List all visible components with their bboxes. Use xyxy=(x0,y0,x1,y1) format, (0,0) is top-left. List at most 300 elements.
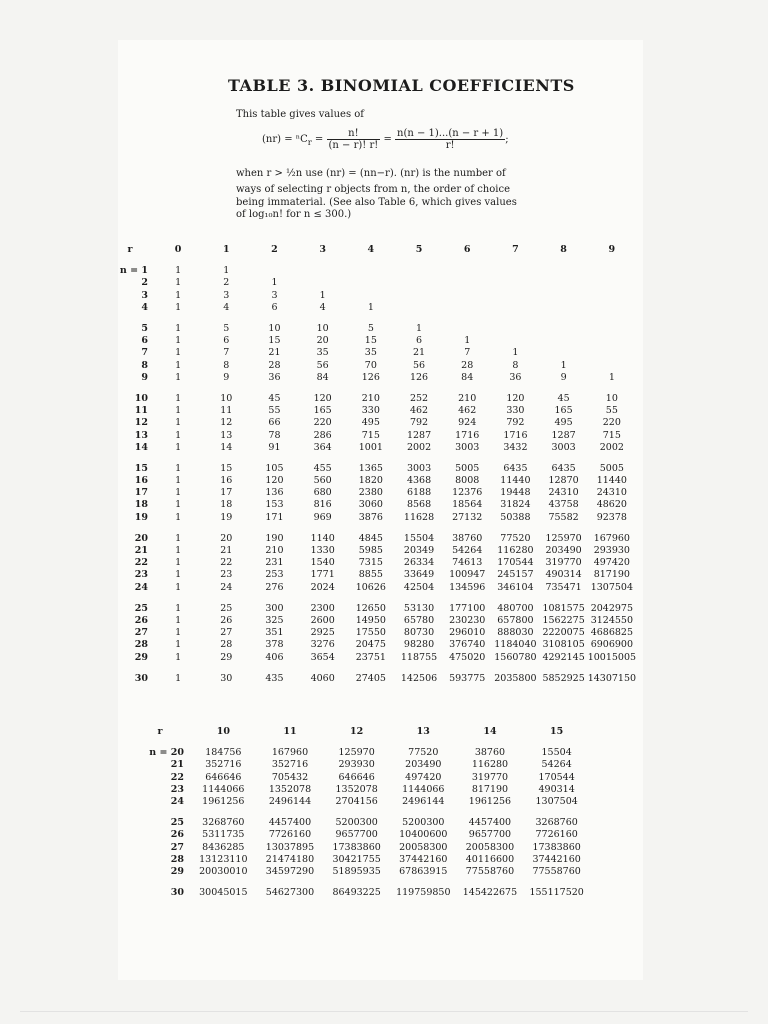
coefficient-cell: 165 xyxy=(313,405,332,417)
coefficient-cell: 17383860 xyxy=(332,841,381,853)
row-label-n: 21 xyxy=(170,759,184,771)
row-label-n: 16 xyxy=(134,475,148,487)
coefficient-cell: 1 xyxy=(560,359,567,371)
coefficient-cell: 3432 xyxy=(503,441,528,453)
coefficient-cell: 54264 xyxy=(452,545,483,557)
coefficient-cell: 10 xyxy=(268,323,281,335)
coefficient-cell: 7315 xyxy=(358,557,383,569)
coefficient-cell: 28 xyxy=(461,359,474,371)
coefficient-cell: 20058300 xyxy=(399,841,448,853)
coefficient-cell: 2220075 xyxy=(542,627,585,639)
coefficient-cell: 5985 xyxy=(358,545,383,557)
coefficient-cell: 1 xyxy=(175,405,182,417)
formula-eq3: = xyxy=(380,134,396,145)
lhs-r: r xyxy=(272,134,278,145)
coefficient-cell: 293930 xyxy=(338,759,375,771)
coefficient-cell: 30045015 xyxy=(199,887,248,899)
binom-a-top: n xyxy=(329,168,337,179)
coefficient-cell: 490314 xyxy=(538,783,575,795)
coefficient-cell: 55 xyxy=(268,405,281,417)
row-label-n: 13 xyxy=(134,429,148,441)
coefficient-cell: 86493225 xyxy=(332,887,381,899)
table-row xyxy=(106,265,636,277)
coefficient-cell: 1 xyxy=(175,487,182,499)
row-gap xyxy=(106,384,636,393)
coefficient-cell: 817190 xyxy=(471,783,509,795)
coefficient-cell: 593775 xyxy=(449,672,486,684)
coefficient-cell: 817190 xyxy=(593,569,630,581)
column-header: 6 xyxy=(463,244,471,256)
coefficient-cell: 1 xyxy=(271,277,278,289)
coefficient-cell: 560 xyxy=(313,475,332,487)
coefficient-cell xyxy=(491,302,539,314)
coefficient-cell: 1 xyxy=(175,627,182,639)
coefficient-cell: 1 xyxy=(175,672,182,684)
coefficient-cell: 1352078 xyxy=(335,783,378,795)
coefficient-cell: 2600 xyxy=(310,614,335,626)
coefficient-cell: 490314 xyxy=(545,569,582,581)
coefficient-cell: 2300 xyxy=(310,602,335,614)
coefficient-cell: 10 xyxy=(220,392,233,404)
coefficient-cell: 4457400 xyxy=(468,817,512,829)
coefficient-cell xyxy=(347,277,395,289)
column-header: 15 xyxy=(550,726,564,738)
coefficient-cell: 816 xyxy=(313,499,332,511)
coefficient-cell: 29 xyxy=(220,651,233,663)
coefficient-cell: 38760 xyxy=(452,532,483,544)
column-header: 13 xyxy=(416,726,430,738)
row-label-n: 7 xyxy=(141,347,148,359)
coefficient-cell: 15 xyxy=(268,335,281,347)
table-row xyxy=(130,887,590,899)
coefficient-cell: 10626 xyxy=(355,581,386,593)
coefficient-cell: 1961256 xyxy=(468,796,512,808)
coefficient-cell: 8008 xyxy=(455,475,480,487)
coefficient-cell: 92378 xyxy=(596,511,627,523)
coefficient-cell xyxy=(443,302,491,314)
coefficient-cell: 210 xyxy=(361,392,380,404)
coefficient-cell: 1287 xyxy=(406,429,432,441)
coefficient-cell: 35 xyxy=(364,347,377,359)
coefficient-cell: 376740 xyxy=(449,639,486,651)
row-label-n: 12 xyxy=(134,417,148,429)
coefficient-cell: 2496144 xyxy=(268,796,312,808)
coefficient-cell: 1 xyxy=(175,569,182,581)
coefficient-cell xyxy=(395,302,443,314)
coefficient-cell: 646646 xyxy=(338,771,375,783)
row-label-n: 19 xyxy=(134,511,148,523)
coefficient-cell: 1 xyxy=(175,392,182,404)
column-header: 8 xyxy=(560,244,567,256)
coefficient-cell: 42504 xyxy=(403,581,435,593)
coefficient-cell: 1 xyxy=(175,511,182,523)
row-label-n: 14 xyxy=(134,441,148,453)
coefficient-cell: 8568 xyxy=(406,499,432,511)
row-label-n: 6 xyxy=(141,335,148,347)
coefficient-cell: 48620 xyxy=(596,499,627,511)
row-label-n: 27 xyxy=(170,841,184,853)
coefficient-cell: 3654 xyxy=(310,651,335,663)
coefficient-cell: 153 xyxy=(265,499,284,511)
coefficient-cell: 296010 xyxy=(449,627,486,639)
table-row xyxy=(106,533,636,545)
table-row xyxy=(106,429,636,441)
explanatory-note: ways of selecting r objects from n, the order of choice being immaterial. (See also Table 6, which gives values of log₁₀n! for n ≤ 300.) xyxy=(236,184,517,220)
binom-c-bottom: r xyxy=(410,168,416,179)
column-header: 14 xyxy=(483,726,497,738)
bottom-rule xyxy=(20,1011,748,1012)
row-label-n: 15 xyxy=(134,462,148,474)
coefficient-cell: 3124550 xyxy=(590,614,633,626)
coefficient-cell: 406 xyxy=(265,651,284,663)
table-row xyxy=(106,673,636,685)
row-label-n: 11 xyxy=(134,405,148,417)
r-label: r xyxy=(157,726,163,738)
row-gap xyxy=(106,454,636,463)
table-row xyxy=(106,360,636,372)
table-row xyxy=(106,499,636,511)
coefficient-cell: 364 xyxy=(313,441,332,453)
table-row xyxy=(106,290,636,302)
coefficient-cell xyxy=(395,265,443,277)
coefficient-cell: 8 xyxy=(223,359,230,371)
coefficient-cell: 1 xyxy=(175,639,182,651)
table-row xyxy=(106,651,636,663)
coefficient-cell: 27405 xyxy=(355,672,386,684)
row-label-n: 29 xyxy=(134,651,148,663)
table-row xyxy=(106,417,636,429)
coefficient-cell: 330 xyxy=(361,405,380,417)
coefficient-cell xyxy=(250,265,298,277)
coefficient-cell: 17 xyxy=(220,487,233,499)
coefficient-cell: 346104 xyxy=(497,581,534,593)
coefficient-cell: 21 xyxy=(268,347,281,359)
coefficient-cell: 34597290 xyxy=(265,865,315,877)
coefficient-cell: 1716 xyxy=(503,429,528,441)
table-row xyxy=(106,487,636,499)
coefficient-cell: 84 xyxy=(316,371,329,383)
coefficient-cell: 203490 xyxy=(405,759,442,771)
coefficient-cell: 1 xyxy=(175,545,182,557)
coefficient-cell: 118755 xyxy=(400,651,438,663)
coefficient-cell: 3268760 xyxy=(535,817,578,829)
coefficient-cell: 70 xyxy=(364,359,377,371)
coefficient-cell: 37442160 xyxy=(532,853,581,865)
table-row xyxy=(106,639,636,651)
coefficient-cell: 134596 xyxy=(449,581,486,593)
coefficient-cell: 55 xyxy=(605,405,618,417)
coefficient-cell: 9 xyxy=(560,371,567,383)
coefficient-cell: 28 xyxy=(268,359,281,371)
product-numerator: n(n − 1)...(n − r + 1) xyxy=(397,128,504,139)
coefficient-cell: 170544 xyxy=(538,771,575,783)
page-title: TABLE 3. BINOMIAL COEFFICIENTS xyxy=(228,76,575,95)
table-row xyxy=(106,393,636,405)
coefficient-cell: 6188 xyxy=(406,487,432,499)
coefficient-cell: 3003 xyxy=(551,441,576,453)
row-label-n: 4 xyxy=(141,301,148,313)
coefficient-cell: 126 xyxy=(361,371,380,383)
coefficient-cell xyxy=(395,290,443,302)
coefficient-cell: 190 xyxy=(265,532,284,544)
coefficient-cell: 1 xyxy=(175,462,182,474)
coefficient-cell: 50388 xyxy=(500,511,531,523)
coefficient-cell: 3268760 xyxy=(202,817,245,829)
coefficient-cell: 319770 xyxy=(545,557,582,569)
coefficient-cell xyxy=(299,277,347,289)
coefficient-cell: 497420 xyxy=(593,557,630,569)
coefficient-cell: 300 xyxy=(265,602,284,614)
coefficient-cell: 2380 xyxy=(358,487,383,499)
coefficient-cell: 495 xyxy=(361,417,380,429)
coefficient-cell: 1144066 xyxy=(202,783,245,795)
coefficient-cell: 378 xyxy=(265,639,284,651)
coefficient-cell: 1 xyxy=(464,335,471,347)
coefficient-cell: 969 xyxy=(313,511,332,523)
coefficient-cell: 4 xyxy=(319,301,326,313)
lhs-n: n xyxy=(265,134,273,145)
coefficient-cell xyxy=(540,265,588,277)
coefficient-cell xyxy=(443,323,491,335)
header-row xyxy=(130,726,590,738)
coefficient-cell: 480700 xyxy=(497,602,534,614)
coefficient-cell: 455 xyxy=(313,462,332,474)
row-label-n: 23 xyxy=(134,569,148,581)
coefficient-cell: 1 xyxy=(175,475,182,487)
coefficient-cell: 245157 xyxy=(497,569,534,581)
coefficient-cell xyxy=(588,302,636,314)
coefficient-cell: 20 xyxy=(220,532,233,544)
coefficient-cell: 14950 xyxy=(355,614,386,626)
row-label-n: 25 xyxy=(170,817,184,829)
coefficient-cell: 705432 xyxy=(271,771,309,783)
table-row xyxy=(130,817,590,829)
row-label-n: 28 xyxy=(170,853,184,865)
row-label-n: 20 xyxy=(134,532,148,544)
coefficient-cell: 17383860 xyxy=(532,841,581,853)
table-row xyxy=(106,615,636,627)
coefficient-cell: 888030 xyxy=(497,627,534,639)
coefficient-cell: 12376 xyxy=(452,487,483,499)
coefficient-cell: 1 xyxy=(175,532,182,544)
coefficient-cell: 1 xyxy=(512,347,519,359)
coefficient-cell xyxy=(588,323,636,335)
coefficient-cell: 33649 xyxy=(403,569,435,581)
coefficient-cell: 98280 xyxy=(403,639,435,651)
coefficient-cell xyxy=(540,323,588,335)
coefficient-cell: 735471 xyxy=(545,581,582,593)
coefficient-cell: 6906900 xyxy=(590,639,633,651)
binom-b-bottom: n−r xyxy=(370,168,390,179)
coefficient-cell: 3003 xyxy=(406,462,432,474)
coefficient-cell xyxy=(491,277,539,289)
coefficient-cell: 1540 xyxy=(310,557,335,569)
coefficient-cell: 15 xyxy=(220,462,233,474)
coefficient-cell xyxy=(540,302,588,314)
column-header: 2 xyxy=(271,244,278,256)
coefficient-cell: 54264 xyxy=(541,759,572,771)
coefficient-cell: 14307150 xyxy=(587,672,637,684)
column-header: 11 xyxy=(283,726,297,738)
coefficient-cell: 1 xyxy=(608,371,615,383)
coefficient-cell: 1 xyxy=(175,265,182,277)
coefficient-cell: 37442160 xyxy=(399,853,448,865)
coefficient-cell: 231 xyxy=(265,557,284,569)
coefficient-cell: 105 xyxy=(265,462,284,474)
column-header: 9 xyxy=(608,244,616,256)
table-row xyxy=(106,627,636,639)
coefficient-cell: 6435 xyxy=(551,462,576,474)
coefficient-cell: 120 xyxy=(506,392,525,404)
coefficient-cell: 12 xyxy=(220,417,233,429)
coefficient-cell: 3108105 xyxy=(542,639,585,651)
row-label-n: 27 xyxy=(134,627,148,639)
coefficient-cell: 1 xyxy=(175,371,182,383)
table-row xyxy=(106,442,636,454)
formula-eq1: = ⁿC xyxy=(281,134,308,145)
coefficient-cell: 252 xyxy=(409,392,429,404)
coefficient-cell: 11 xyxy=(220,405,233,417)
coefficient-cell: 77558760 xyxy=(465,865,515,877)
coefficient-cell: 924 xyxy=(458,417,477,429)
coefficient-cell: 1562275 xyxy=(542,614,585,626)
coefficient-cell: 45 xyxy=(557,392,570,404)
table-row xyxy=(106,582,636,594)
coefficient-cell: 23 xyxy=(220,569,233,581)
coefficient-cell: 1330 xyxy=(310,545,335,557)
coefficient-cell: 7 xyxy=(223,347,230,359)
coefficient-cell: 1 xyxy=(319,289,326,301)
coefficient-cell: 1560780 xyxy=(494,651,537,663)
coefficient-cell: 120 xyxy=(265,475,284,487)
coefficient-cell: 1 xyxy=(223,265,230,277)
table-row xyxy=(106,335,636,347)
table-row xyxy=(106,545,636,557)
row-label-n: 8 xyxy=(141,359,148,371)
coefficient-cell: 17550 xyxy=(355,627,386,639)
coefficient-cell: 1140 xyxy=(310,532,335,544)
coefficient-cell: 45 xyxy=(268,392,281,404)
row-label-n: 2 xyxy=(141,277,148,289)
row-label-n: 9 xyxy=(141,371,148,383)
coefficient-cell xyxy=(491,265,539,277)
table-row xyxy=(106,475,636,487)
coefficient-cell: 462 xyxy=(458,405,477,417)
when-suffix: is the number of xyxy=(422,168,506,179)
coefficient-cell: 1 xyxy=(175,614,182,626)
coefficient-cell: 4292145 xyxy=(542,651,585,663)
coefficient-cell: 1144066 xyxy=(402,783,445,795)
coefficient-cell xyxy=(443,277,491,289)
coefficient-cell: 1820 xyxy=(358,475,383,487)
coefficient-cell: 10 xyxy=(316,323,329,335)
coefficient-cell: 1 xyxy=(175,301,182,313)
formula-eq2: = xyxy=(311,134,327,145)
coefficient-cell: 11628 xyxy=(403,511,435,523)
coefficient-cell: 351 xyxy=(265,627,284,639)
row-label-n: 29 xyxy=(170,865,184,877)
coefficient-cell: 1 xyxy=(175,335,182,347)
coefficient-cell: 167960 xyxy=(593,532,630,544)
coefficient-cell: 43758 xyxy=(548,499,579,511)
column-header: 1 xyxy=(222,244,230,256)
row-label-n: 28 xyxy=(134,639,148,651)
coefficient-cell: 14 xyxy=(220,441,233,453)
table-row xyxy=(130,772,590,784)
coefficient-cell: 5 xyxy=(367,323,374,335)
row-label-n: 26 xyxy=(134,614,148,626)
coefficient-cell: 6 xyxy=(416,335,423,347)
coefficient-cell xyxy=(540,277,588,289)
coefficient-cell xyxy=(588,265,636,277)
coefficient-cell: 1771 xyxy=(310,569,335,581)
coefficient-cell: 293930 xyxy=(593,545,630,557)
table-row xyxy=(106,569,636,581)
coefficient-cell: 13 xyxy=(220,429,233,441)
table-row xyxy=(106,557,636,569)
coefficient-cell: 21 xyxy=(412,347,426,359)
coefficient-cell: 10400600 xyxy=(399,829,448,841)
row-label-n: 23 xyxy=(170,783,184,795)
column-header: 3 xyxy=(319,244,326,256)
coefficient-cell: 1287 xyxy=(551,429,576,441)
binomial-symbol: (nr) xyxy=(262,134,282,145)
row-label-n: 24 xyxy=(134,581,148,593)
coefficient-cell: 4 xyxy=(223,301,230,313)
coefficient-cell: 1 xyxy=(175,557,182,569)
coefficient-cell: 4060 xyxy=(310,672,335,684)
coefficient-cell: 715 xyxy=(602,429,621,441)
coefficient-cell: 352716 xyxy=(205,759,242,771)
coefficient-cell: 1 xyxy=(416,323,423,335)
coefficient-cell: 84 xyxy=(461,371,474,383)
coefficient-cell: 74613 xyxy=(452,557,483,569)
coefficient-cell: 184756 xyxy=(205,747,242,759)
coefficient-cell: 495 xyxy=(554,417,573,429)
coefficient-cell: 40116600 xyxy=(465,853,515,865)
binom-a-bottom: r xyxy=(336,168,342,179)
coefficient-cell: 4457400 xyxy=(268,817,312,829)
coefficient-cell: 1 xyxy=(175,417,182,429)
row-gap xyxy=(106,524,636,533)
coefficient-cell: 78 xyxy=(268,429,281,441)
table-row xyxy=(106,372,636,384)
product-denominator: r! xyxy=(445,140,455,151)
coefficient-cell: 325 xyxy=(265,614,284,626)
column-header: 4 xyxy=(367,244,375,256)
coefficient-cell: 203490 xyxy=(545,545,582,557)
coefficient-cell: 9 xyxy=(223,371,230,383)
coefficient-cell: 53130 xyxy=(403,602,435,614)
coefficient-cell: 7 xyxy=(464,347,471,359)
binom-b-top: n xyxy=(363,168,371,179)
coefficient-cell: 142506 xyxy=(400,672,438,684)
coefficient-cell: 20 xyxy=(316,335,329,347)
coefficient-cell: 20030010 xyxy=(199,865,248,877)
coefficient-cell: 1716 xyxy=(455,429,480,441)
coefficient-cell: 28 xyxy=(220,639,233,651)
coefficient-cell: 6 xyxy=(223,335,230,347)
row-gap xyxy=(130,738,590,747)
coefficient-cell: 8436285 xyxy=(202,841,245,853)
column-header: 10 xyxy=(216,726,230,738)
coefficient-cell: 1 xyxy=(175,323,182,335)
coefficient-cell: 1 xyxy=(175,499,182,511)
coefficient-cell: 170544 xyxy=(497,557,534,569)
coefficient-cell: 119759850 xyxy=(396,887,451,899)
coefficient-cell: 30 xyxy=(220,672,233,684)
table-row xyxy=(106,347,636,359)
